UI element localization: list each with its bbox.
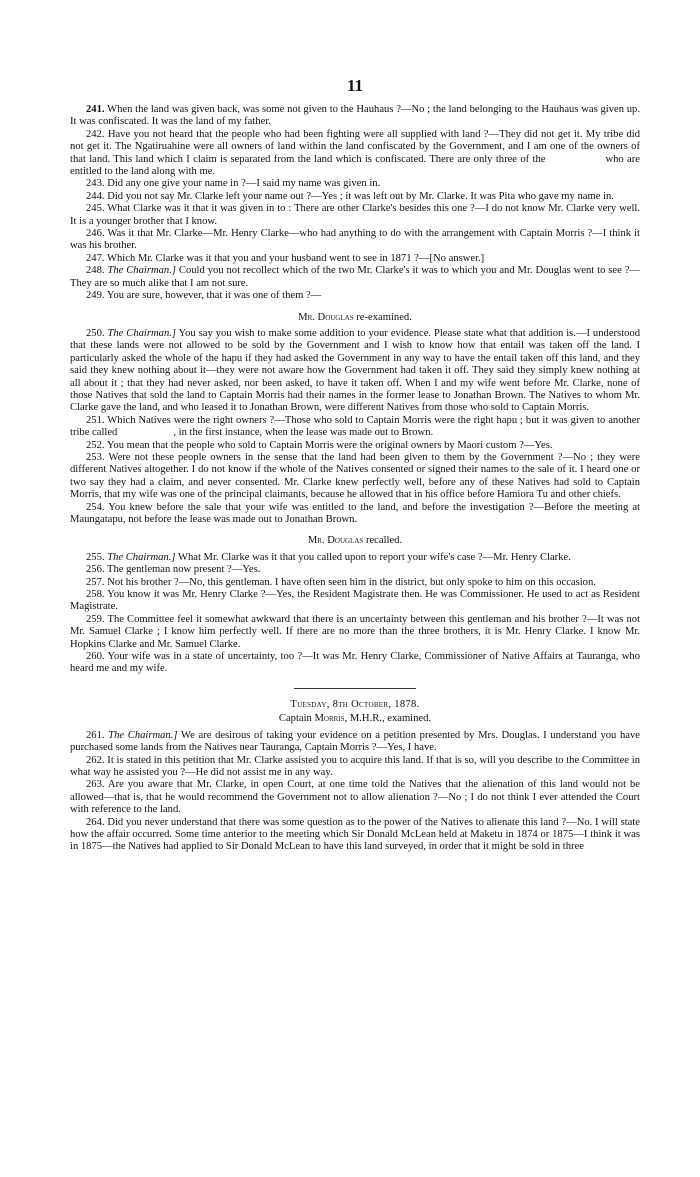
question-242-tail: who are entitled to the land along with me. xyxy=(70,153,640,178)
date-heading: Tuesday, 8th October, 1878. xyxy=(290,698,420,710)
question-254: 254. You knew before the sale that your wife was entitled to the land, and before the investigation ?—Before the meeting at Maungatapu, not before the lease was made out to Jonathan Brown. xyxy=(70,501,640,525)
question-251: 251. Which Natives were the right owners ?—Those who sold to Captain Morris were the right hapu ; but it was given to another tribe called , in the first instance, when the lease was made out to Brown. xyxy=(70,414,640,439)
question-258: 258. You know it was Mr. Henry Clarke ?—Yes, the Resident Magistrate then. He was Commissioner. He used to act as Resident Magistrate. xyxy=(70,589,640,613)
question-264: 264. Did you never understand that there was some question as to the power of the Natives to alienate this land ?—No. I will state how the affair occurred. Some time anterior to the meeting which Sir Donald McLean held at Maketu in 1874 or 1875—I think it was in 1875—the Natives had applied to Sir Donald McLean to have this land surveyed, in order that it might be sold in three xyxy=(70,816,640,853)
page-number: 11 xyxy=(346,76,364,95)
section-mrs-douglas-examination xyxy=(70,104,640,303)
question-249: 249. You are sure, however, that it was one of them ?— xyxy=(86,290,322,302)
speaker: The Chairman.] xyxy=(108,729,178,741)
section-divider xyxy=(294,688,416,689)
question-248: 248. The Chairman.] Could you not recollect which of the two Mr. Clarke's it was to which you and Mr. Douglas went to see ?—They are so much alike that I am not sure. xyxy=(70,265,641,289)
question-251-tail: , in the first instance, when the lease was made out to Brown. xyxy=(173,427,434,439)
heading-douglas-reexamined: Mr. Douglas re-examined. xyxy=(298,311,412,323)
question-260: 260. Your wife was in a state of uncertainty, too ?—It was Mr. Henry Clarke, Commissioner of Native Affairs at Tauranga, who heard me and my wife. xyxy=(70,651,640,675)
question-250: 250. The Chairman.] You say you wish to make some addition to your evidence. Please state what that addition is.—I understood that these lands were not allowed to be sold by the Government and I wish to know how that entail was taken off the land. I particularly asked the whole of the hapu if they had asked the Government in any way to have the entail taken off this land, and they said they knew nothing about it—they were not aware how the Government had taken it off. They said they simply knew nothing at all about it ; that they had never asked, nor been asked, to have it taken off. When I and my wife went before Mr. Clarke, none of those Natives that sold the land to Captain Morris had their names in the former lease to Jonathan Brown. The Natives to whom Mr. Clarke gave the land, and who leased it to Jonathan Brown, were different Natives from those who sold to Captain Morris. xyxy=(70,327,641,414)
speaker: The Chairman.] xyxy=(107,327,177,339)
question-244: 244. Did you not say Mr. Clarke left your name out ?—Yes ; it was left out by Mr. Clarke. It was Pita who gave my name in. xyxy=(86,190,614,202)
question-242: 242. Have you not heard that the people who had been fighting were all supplied with land ?—They did not get it. My tribe did not get it. The Ngatiruahine were all owners of land within the land confiscated by the Government, and I am one of the owners of that land. This land which I claim is separated from the land which is confiscated. There are only three of the who are entitled to the land along with me. xyxy=(70,128,640,178)
question-256: 256. The gentleman now present ?—Yes. xyxy=(86,564,261,576)
question-257: 257. Not his brother ?—No, this gentleman. I have often seen him in the district, but only spoke to him on this occasion. xyxy=(86,576,596,588)
question-263: 263. Are you aware that Mr. Clarke, in open Court, at one time told the Natives that the alienation of this land would not be allowed—that is, that he would recommend the Government not to allow alienation ?—No ; I do not think I ever attended the Court with reference to the land. xyxy=(70,779,640,816)
question-243: 243. Did any one give your name in ?—I said my name was given in. xyxy=(86,178,381,190)
question-252: 252. You mean that the people who sold to Captain Morris were the original owners by Maori custom ?—Yes. xyxy=(86,439,553,451)
section-douglas-reexamined xyxy=(70,328,640,527)
question-245: 245. What Clarke was it that it was given in to : There are other Clarke's besides this one ?—I do not know Mr. Clarke very well. It is a younger brother that I know. xyxy=(70,203,640,227)
heading-douglas-recalled: Mr. Douglas recalled. xyxy=(307,535,403,547)
question-253: 253. Were not these people owners in the sense that the land had been given to them by the Government ?—No ; they were different Natives altogether. I do not know if the whole of the Natives consented or signed their names to the sale of it. I heard one or two say they had a claim, and never consented. Mr. Clarke knew perfectly well, before any of these Natives had sold to Captain Morris, that my wife was one of the principal claimants, because he allowed that in his office before Hamiora Tu and other chiefs. xyxy=(70,451,640,501)
section-captain-morris xyxy=(70,730,640,854)
heading-captain-morris: Captain Morris, M.H.R., examined. xyxy=(278,713,432,725)
question-259: 259. The Committee feel it somewhat awkward that there is an uncertainty between this gentleman and his brother ?—It was not Mr. Samuel Clarke ; I know him perfectly well. If there are no more than the three brothers, it is Mr. Henry Clarke. I know Mr. Hopkins Clarke and Mr. Samuel Clarke. xyxy=(70,613,640,650)
question-246: 246. Was it that Mr. Clarke—Mr. Henry Clarke—who had anything to do with the arrangement with Captain Morris ?—I think it was his brother. xyxy=(70,228,640,252)
question-255: 255. The Chairman.] What Mr. Clarke was it that you called upon to report your wife's case ?—Mr. Henry Clarke. xyxy=(86,551,571,563)
question-247: 247. Which Mr. Clarke was it that you and your husband went to see in 1871 ?—[No answer.] xyxy=(86,252,485,264)
section-douglas-recalled xyxy=(70,552,640,676)
question-261: 261. The Chairman.] We are desirous of taking your evidence on a petition presented by Mrs. Douglas. I understand you have purchased some lands from the Natives near Tauranga, Captain Morris ?—Yes, I have. xyxy=(70,729,640,754)
question-262: 262. It is stated in this petition that Mr. Clarke assisted you to acquire this land. If that is so, will you describe to the Committee in what way he assisted you ?—He did not assist me in any way. xyxy=(70,754,640,778)
question-241: 241. When the land was given back, was some not given to the Hauhaus ?—No ; the land belonging to the Hauhaus was given up. It was confiscated. It was the land of my father. xyxy=(70,104,640,128)
speaker: The Chairman.] xyxy=(107,551,176,563)
speaker: The Chairman.] xyxy=(107,265,176,277)
